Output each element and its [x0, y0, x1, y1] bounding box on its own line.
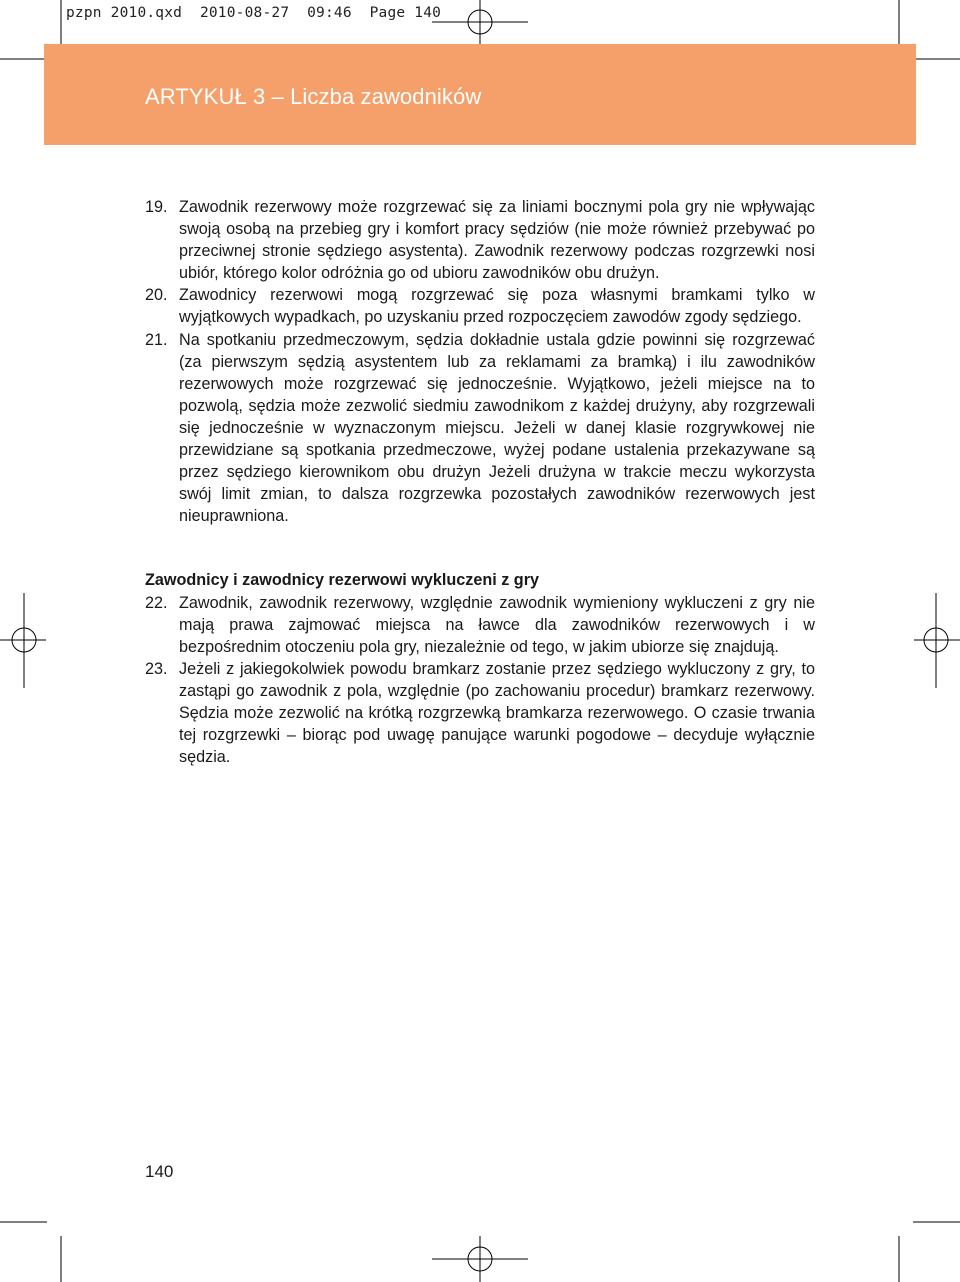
article-body [145, 196, 815, 768]
rule-text: Zawodnicy rezerwowi mogą rozgrzewać się poza własnymi bramkami tylko w wyjątkowych wypadkach, po uzyskaniu przed rozpoczęciem zawodów zgody sędziego. [179, 286, 815, 327]
section-heading: Zawodnicy i zawodnicy rezerwowi wykluczeni z gry [145, 571, 540, 590]
rule-text: Jeżeli z jakiegokolwiek powodu bramkarz zostanie przez sędziego wykluczony z gry, to zastąpi go zawodnik z pola, względnie (po zachowaniu procedur) bramkarz rezerwowy. Sędzia może zezwolić na krótką rozgrzewką bramkarza rezerwowego. O czasie trwania tej rozgrzewki – biorąc pod uwagę panujące warunki pogodowe – decyduje wyłącznie sędzia. [179, 659, 815, 767]
rule-number: 21. [145, 330, 168, 349]
rule-number: 19. [145, 198, 168, 216]
rule-number: 23. [145, 659, 168, 678]
rule-item [145, 329, 815, 528]
rule-number: 22. [145, 593, 168, 612]
page-number: 140 [145, 1162, 174, 1181]
header-banner [44, 44, 916, 145]
rule-number: 20. [145, 286, 168, 305]
rule-text: Zawodnik rezerwowy może rozgrzewać się za liniami bocznymi pola gry nie wpływając swoją osobą na przebieg gry i komfort pracy sędziów (nie może również przebywać po przeciwnej stronie sędziego asystenta). Zawodnik rezerwowy podczas rozgrzewki nosi ubiór, którego kolor odróżnia go od ubioru zawodników obu drużyn. [179, 198, 815, 283]
article-title: ARTYKUŁ 3 – Liczba zawodników [145, 84, 482, 109]
rule-text: Zawodnik, zawodnik rezerwowy, względnie zawodnik wymieniony wykluczeni z gry nie mają prawa zajmować miejsca na ławce dla zawodników rezerwowych i w bezpośrednim otoczeniu pola gry, niezależnie od tego, w jakim ubiorze się znajdują. [179, 593, 815, 656]
rule-item [145, 196, 815, 284]
print-slug: pzpn 2010.qxd 2010-08-27 09:46 Page 140 [66, 5, 442, 21]
rule-item [145, 592, 815, 658]
rule-item [145, 284, 815, 328]
rule-text: Na spotkaniu przedmeczowym, sędzia dokładnie ustala gdzie powinni się rozgrzewać (za pierwszym sędzią asystentem lub za reklamami za bramką) i ilu zawodników rezerwowych może rozgrzewać się jednocześnie. Wyjątkowo, jeżeli miejsce na to pozwolą, sędzia może zezwolić siedmiu zawodnikom z każdej drużyny, aby rozgrzewali się jednocześnie w wyznaczonym miejscu. Jeżeli w danej klasie rozgrywkowej nie przewidziane są spotkania przedmeczowe, wyżej podane ustalenia przekazywane są przez sędziego kierownikom obu drużyn Jeżeli drużyna w trakcie meczu wykorzysta swój limit zmian, to dalsza rozgrzewka pozostałych zawodników rezerwowych jest nieuprawniona. [179, 330, 815, 526]
rule-item [145, 658, 815, 768]
